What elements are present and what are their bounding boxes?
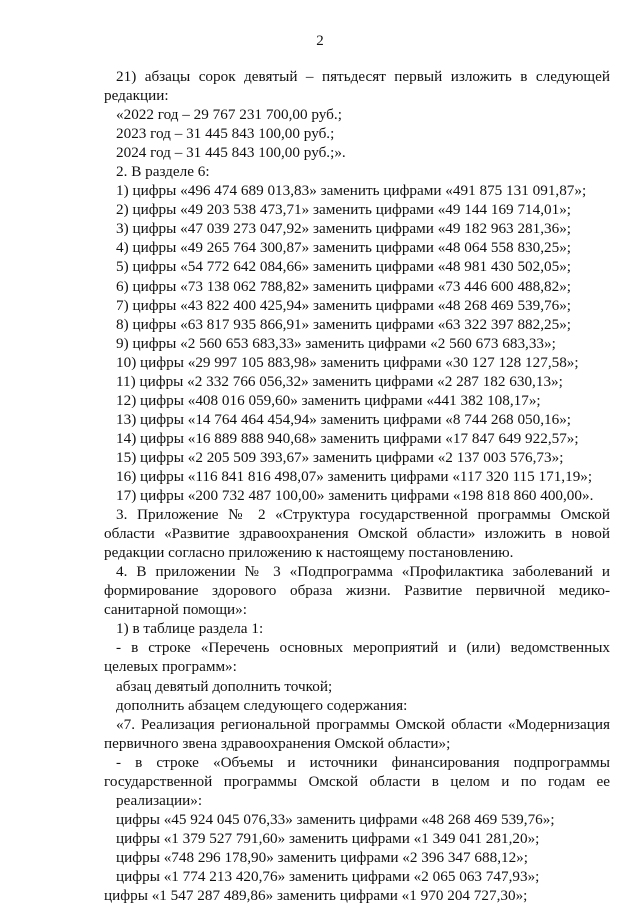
text-line: 21) абзацы сорок девятый – пятьдесят первый изложить в следующей	[116, 68, 610, 85]
text-line: 4. В приложении № 3 «Подпрограмма «Профилактика заболеваний и	[116, 563, 610, 581]
text-line: 15) цифры «2 205 509 393,67» заменить цифрами «2 137 003 576,73»;	[116, 448, 564, 466]
text-line: формирование здорового образа жизни. Развитие первичной медико-	[104, 582, 610, 600]
text-line: 8) цифры «63 817 935 866,91» заменить цифрами «63 322 397 882,25»;	[116, 315, 572, 333]
text-line: 10) цифры «29 997 105 883,98» заменить цифрами «30 127 128 127,58»;	[116, 353, 579, 371]
text-line: цифры «748 296 178,90» заменить цифрами «2 396 347 688,12»;	[116, 848, 528, 866]
text-line: 4) цифры «49 265 764 300,87» заменить цифрами «48 064 558 830,25»;	[116, 239, 572, 257]
text-line: 16) цифры «116 841 816 498,07» заменить цифрами «117 320 115 171,19»;	[116, 467, 593, 485]
text-line: «2022 год – 29 767 231 700,00 руб.;	[116, 106, 342, 124]
text-line: 14) цифры «16 889 888 940,68» заменить цифрами «17 847 649 922,57»;	[116, 429, 579, 447]
text-line: 1) в таблице раздела 1:	[116, 620, 264, 638]
text-line: 2024 год – 31 445 843 100,00 руб.;».	[116, 144, 346, 162]
text-line: 12) цифры «408 016 059,60» заменить цифрами «441 382 108,17»;	[116, 391, 541, 409]
text-line: дополнить абзацем следующего содержания:	[116, 696, 408, 714]
text-line: государственной программы Омской области в целом и по годам ее	[104, 772, 610, 790]
text-line: 9) цифры «2 560 653 683,33» заменить цифрами «2 560 673 683,33»;	[116, 334, 556, 352]
text-line: абзац девятый дополнить точкой;	[116, 677, 333, 695]
text-line: цифры «1 547 287 489,86» заменить цифрами «1 970 204 727,30»;	[104, 887, 528, 905]
text-line: - в строке «Объемы и источники финансирования подпрограммы	[116, 753, 610, 771]
text-line: редакции:	[104, 87, 169, 105]
text-line: редакции согласно приложению к настоящему постановлению.	[104, 544, 514, 562]
document-body	[104, 67, 610, 905]
text-line: 6) цифры «73 138 062 788,82» заменить цифрами «73 446 600 488,82»;	[116, 277, 572, 295]
text-line: 7) цифры «43 822 400 425,94» заменить цифрами «48 268 469 539,76»;	[116, 296, 572, 314]
text-line: 2023 год – 31 445 843 100,00 руб.;	[116, 125, 335, 143]
text-line: цифры «45 924 045 076,33» заменить цифрами «48 268 469 539,76»;	[116, 810, 555, 828]
text-line: 11) цифры «2 332 766 056,32» заменить цифрами «2 287 182 630,13»;	[116, 372, 563, 390]
text-line: 2. В разделе 6:	[116, 163, 210, 181]
text-line: санитарной помощи»:	[104, 601, 247, 619]
text-line: 3. Приложение № 2 «Структура государственной программы Омской	[116, 506, 610, 524]
text-line: целевых программ»:	[104, 658, 237, 676]
text-line: цифры «1 379 527 791,60» заменить цифрами «1 349 041 281,20»;	[116, 829, 540, 847]
text-line: 13) цифры «14 764 464 454,94» заменить цифрами «8 744 268 050,16»;	[116, 410, 572, 428]
text-line: 3) цифры «47 039 273 047,92» заменить цифрами «49 182 963 281,36»;	[116, 220, 572, 238]
text-line: цифры «1 774 213 420,76» заменить цифрами «2 065 063 747,93»;	[116, 867, 540, 885]
text-line: - в строке «Перечень основных мероприятий и (или) ведомственных	[116, 639, 610, 657]
text-line: области «Развитие здравоохранения Омской области» изложить в новой	[104, 525, 610, 543]
text-line: «7. Реализация региональной программы Омской области «Модернизация	[116, 715, 610, 733]
text-line: 5) цифры «54 772 642 084,66» заменить цифрами «48 981 430 502,05»;	[116, 258, 572, 276]
text-line: 17) цифры «200 732 487 100,00» заменить цифрами «198 818 860 400,00».	[116, 487, 594, 505]
text-line: 2) цифры «49 203 538 473,71» заменить цифрами «49 144 169 714,01»;	[116, 201, 572, 219]
text-line: первичного звена здравоохранения Омской области»;	[104, 734, 451, 752]
page-number: 2	[316, 33, 324, 49]
text-line: реализации»:	[116, 791, 203, 809]
text-line: 1) цифры «496 474 689 013,83» заменить цифрами «491 875 131 091,87»;	[116, 182, 587, 200]
